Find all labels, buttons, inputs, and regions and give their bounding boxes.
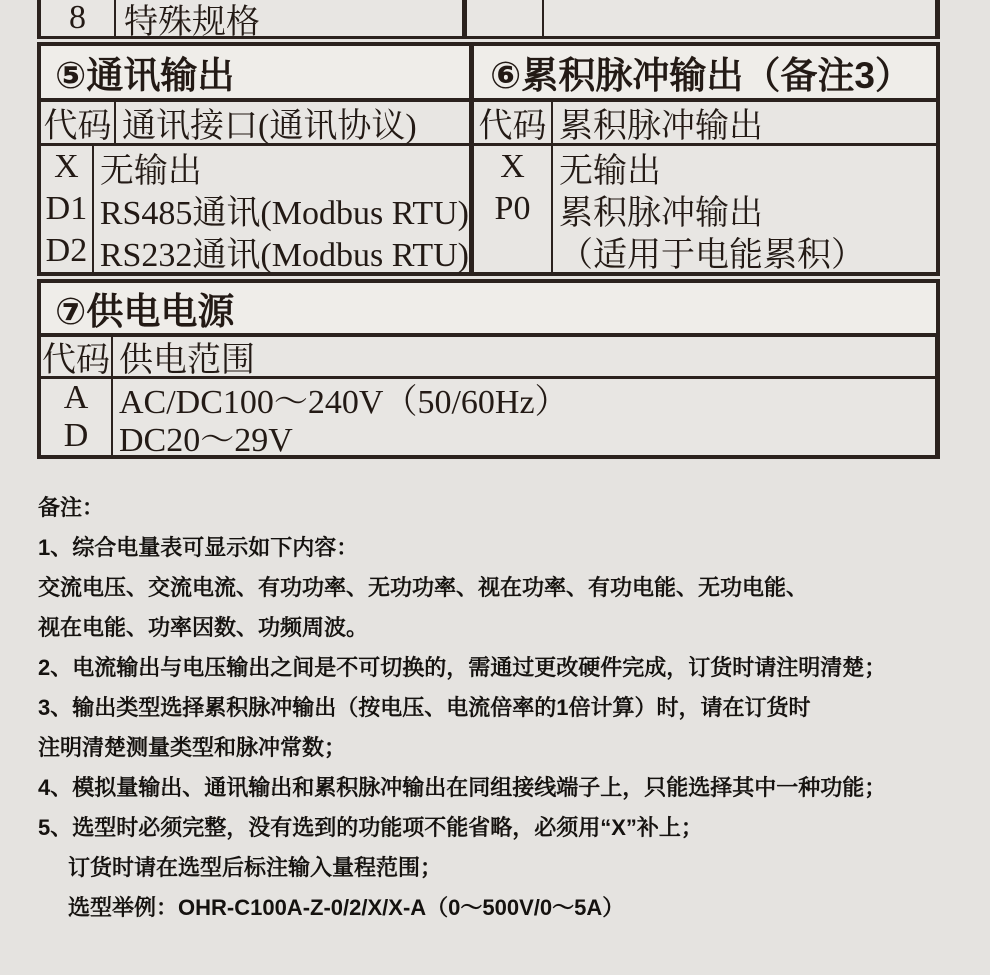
notes-heading: 备注： — [38, 494, 105, 520]
note-line: 订货时请在选型后标注输入量程范围； — [68, 854, 443, 880]
note-line: 选型举例：OHR-C100A-Z-0/2/X/X-A（0～500V/0～5A） — [68, 894, 625, 920]
comm-row-code: X — [54, 148, 79, 185]
comm-table-header-row — [41, 102, 469, 146]
top-row-empty-desc-cell — [544, 0, 935, 36]
comm-output-table — [37, 102, 474, 276]
pulse-table-header-row — [474, 102, 936, 146]
pulse-code-column-header: 代码 — [474, 102, 553, 143]
note-line: 交流电压、交流电流、有功功率、无功功率、视在功率、有功电能、无功电能、 — [38, 574, 809, 600]
twin-tables — [37, 102, 940, 276]
pulse-row-desc: 累积脉冲输出 — [559, 194, 763, 232]
section7-header: ⑦供电电源 — [37, 279, 940, 337]
pulse-row-desc: （适用于电能累积） — [559, 236, 865, 274]
top-row — [37, 0, 940, 39]
note-line: 3、输出类型选择累积脉冲输出（按电压、电流倍率的1倍计算）时，请在订货时 — [38, 694, 811, 720]
pulse-row-code: X — [500, 148, 525, 185]
pulse-row-code — [474, 230, 551, 272]
note-line: 5、选型时必须完整，没有选到的功能项不能省略，必须用“X”补上； — [38, 814, 703, 840]
note-line: 注明清楚测量类型和脉冲常数； — [38, 734, 347, 760]
pulse-row-desc: 无输出 — [559, 152, 661, 190]
comm-desc-column — [94, 146, 469, 272]
power-row-code: A — [63, 379, 89, 416]
note-line: 2、电流输出与电压输出之间是不可切换的，需通过更改硬件完成，订货时请注明清楚； — [38, 654, 887, 680]
pulse-desc-column-header: 累积脉冲输出 — [559, 108, 763, 145]
power-row-code: D — [63, 417, 89, 454]
notes-block — [38, 486, 973, 926]
power-supply-table — [37, 337, 940, 459]
section5-header: ⑤通讯输出 — [37, 42, 474, 102]
comm-code-column-header: 代码 — [41, 102, 116, 143]
note-line: 1、综合电量表可显示如下内容： — [38, 534, 359, 560]
comm-table-body — [41, 146, 469, 272]
comm-row-desc: 无输出 — [99, 152, 202, 190]
pulse-row-code: P0 — [494, 190, 531, 227]
top-row-label-cell: 特殊规格 — [116, 0, 467, 36]
comm-desc-column-header: 通讯接口(通讯协议) — [122, 108, 417, 145]
pulse-output-table — [474, 102, 940, 276]
note-line: 4、模拟量输出、通讯输出和累积脉冲输出在同组接线端子上，只能选择其中一种功能； — [38, 774, 887, 800]
comm-code-column — [41, 146, 94, 272]
power-code-column — [41, 379, 113, 455]
power-code-column-header: 代码 — [41, 337, 113, 376]
power-row-desc: DC20～29V — [119, 421, 293, 459]
power-desc-column — [113, 379, 935, 459]
power-row-desc: AC/DC100～240V（50/60Hz） — [119, 383, 569, 421]
comm-row-desc: RS232通讯(Modbus RTU) — [99, 236, 469, 274]
section6-header: ⑥累积脉冲输出（备注3） — [474, 42, 940, 102]
comm-row-desc: RS485通讯(Modbus RTU) — [99, 194, 469, 232]
top-row-empty-code-cell — [467, 0, 544, 36]
pulse-desc-column — [553, 146, 936, 272]
top-row-code-cell: 8 — [41, 0, 116, 36]
power-desc-column-header: 供电范围 — [119, 342, 255, 379]
power-table-body — [41, 379, 935, 459]
comm-row-code: D1 — [45, 190, 88, 227]
comm-row-code: D2 — [45, 232, 88, 269]
pulse-code-column — [474, 146, 553, 272]
section-header-band — [37, 42, 940, 102]
pulse-table-body — [474, 146, 936, 272]
note-line: 视在电能、功率因数、功频周波。 — [38, 614, 369, 640]
